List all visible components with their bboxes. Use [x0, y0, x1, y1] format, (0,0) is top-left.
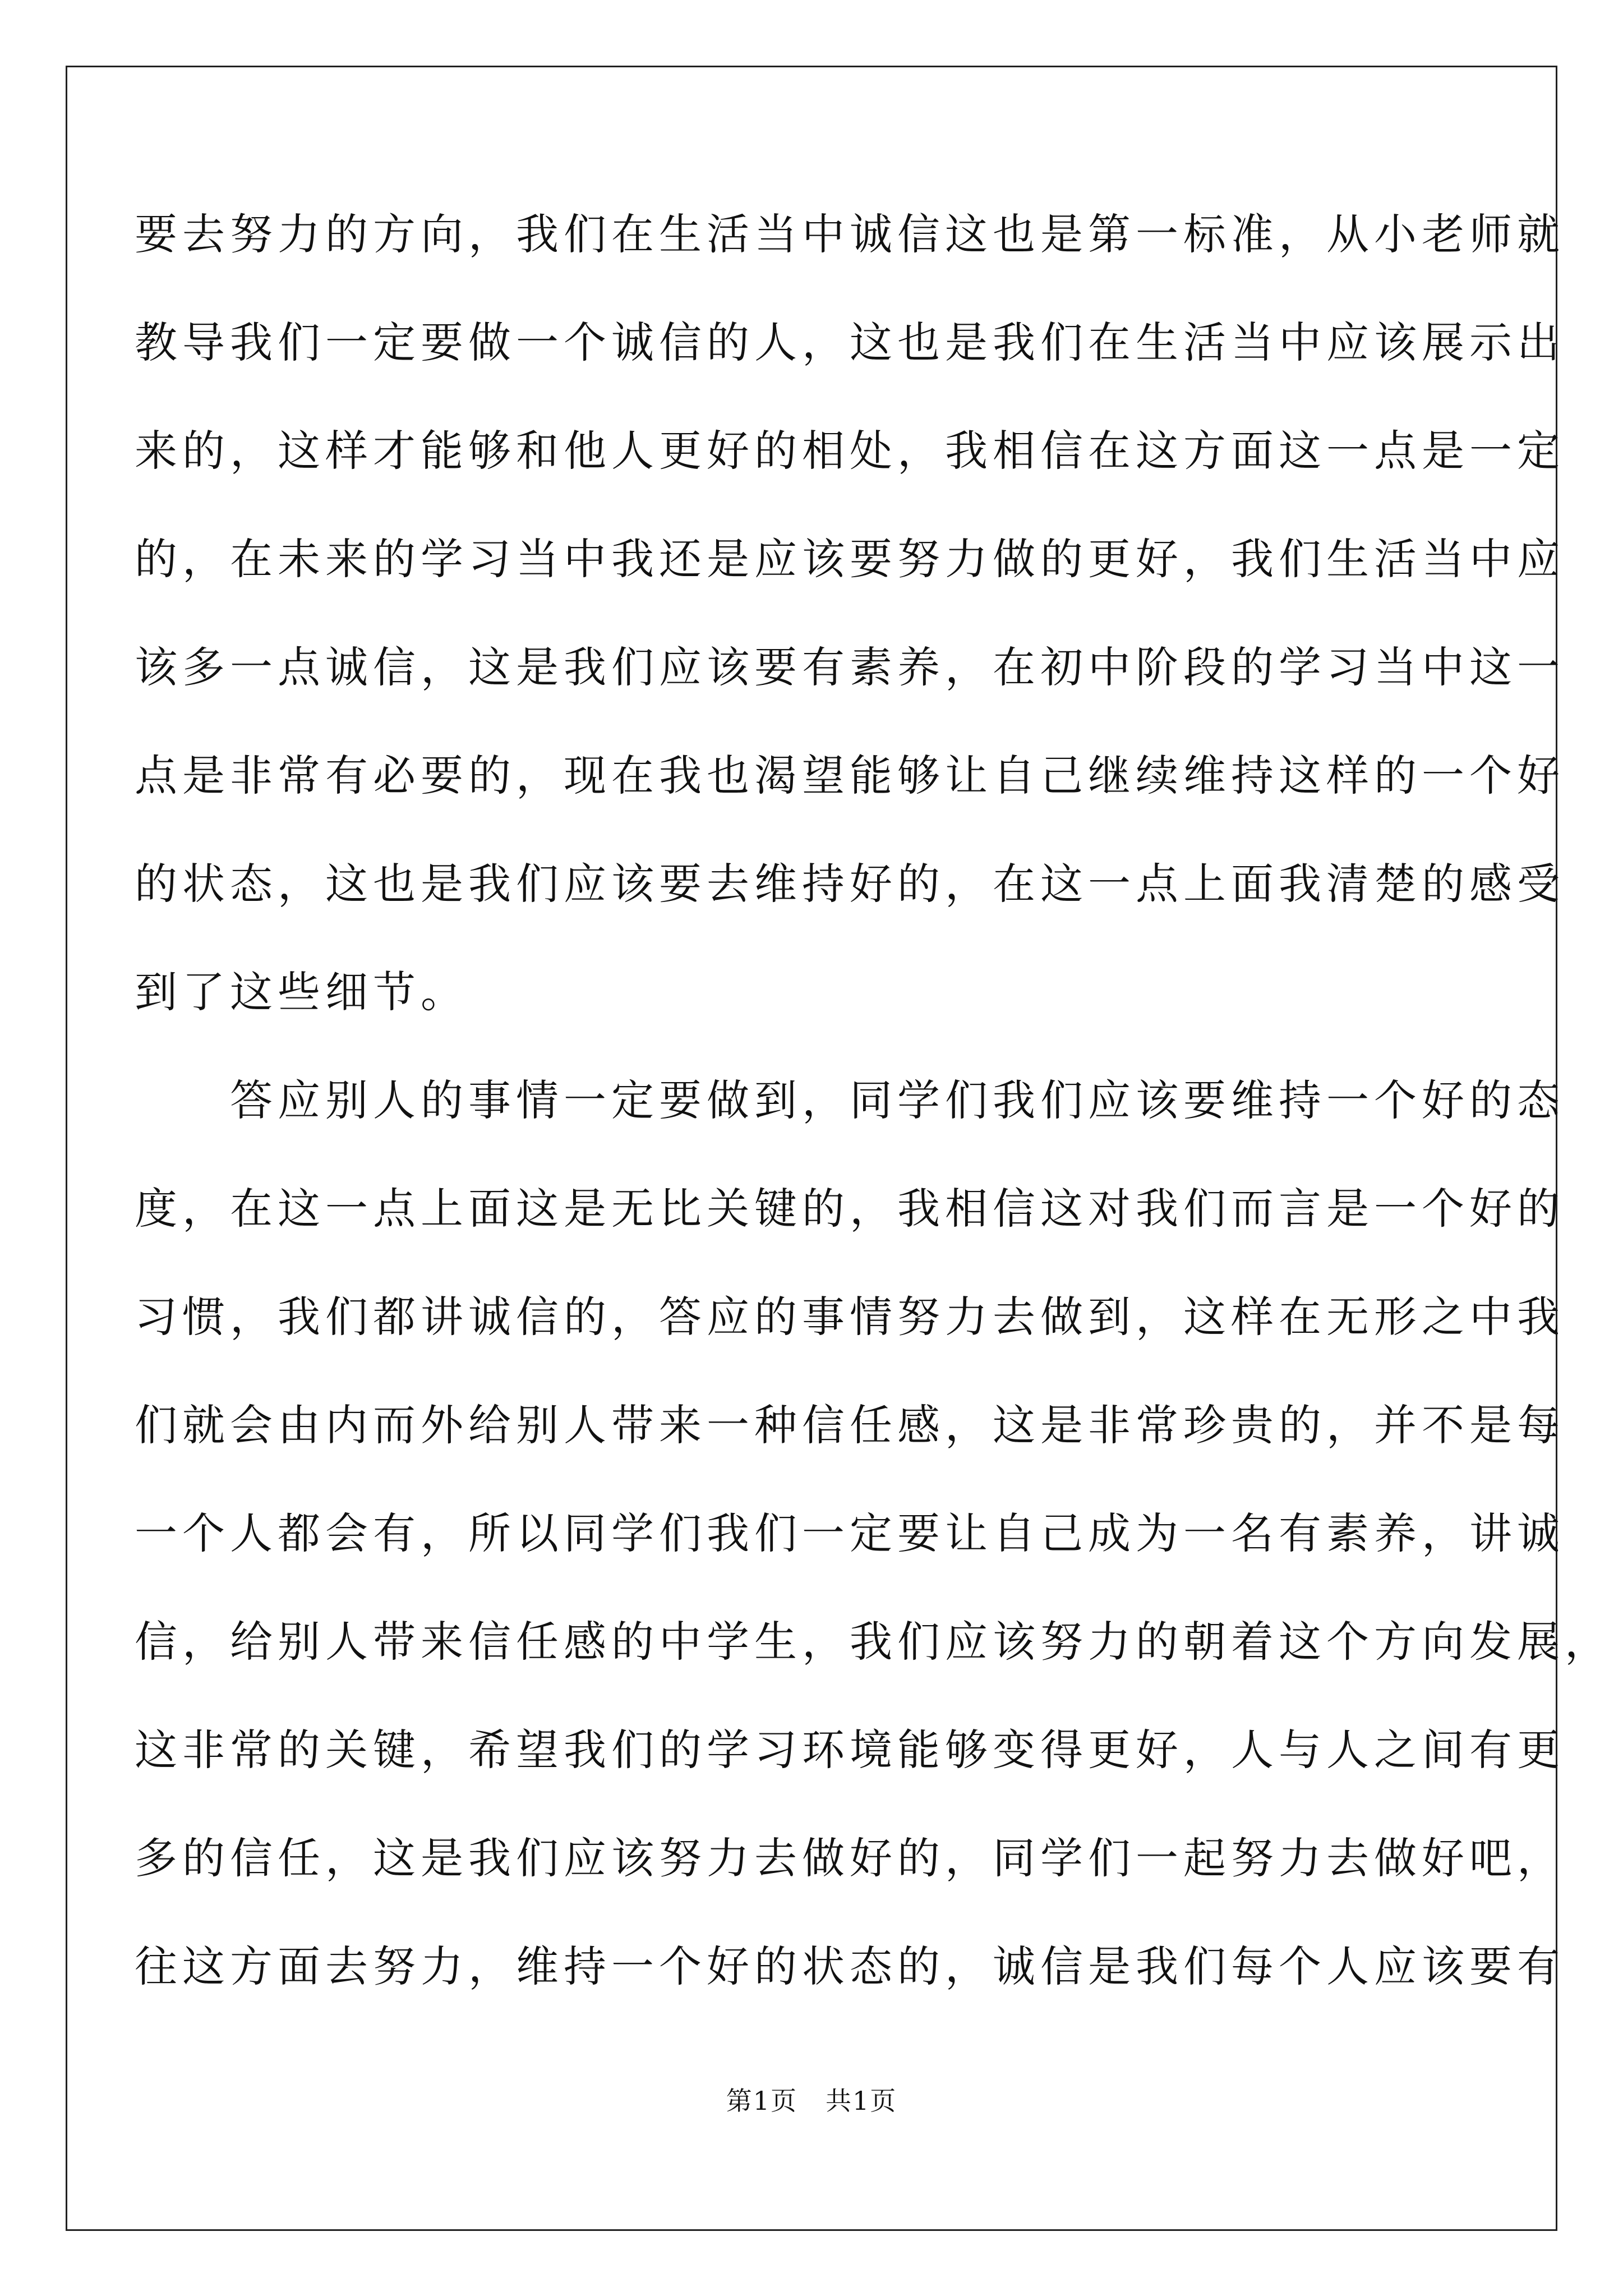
text-line: 该多一点诚信，这是我们应该要有素养，在初中阶段的学习当中这一	[135, 642, 1565, 692]
text-line: 要去努力的方向，我们在生活当中诚信这也是第一标准，从小老师就	[135, 209, 1565, 259]
text-line: 们就会由内而外给别人带来一种信任感，这是非常珍贵的，并不是每	[135, 1400, 1565, 1450]
page-number: 第1页	[726, 2086, 797, 2116]
page-footer	[0, 2084, 1623, 2118]
text-line: 来的，这样才能够和他人更好的相处，我相信在这方面这一点是一定	[135, 426, 1565, 476]
text-line: 多的信任，这是我们应该努力去做好的，同学们一起努力去做好吧，	[135, 1833, 1565, 1883]
text-line: 的，在未来的学习当中我还是应该要努力做的更好，我们生活当中应	[135, 534, 1565, 584]
text-line: 的状态，这也是我们应该要去维持好的，在这一点上面我清楚的感受	[135, 859, 1565, 909]
text-line: 度，在这一点上面这是无比关键的，我相信这对我们而言是一个好的	[135, 1184, 1565, 1234]
text-line: 一个人都会有，所以同学们我们一定要让自己成为一名有素养，讲诚	[135, 1508, 1565, 1558]
page-total: 共1页	[826, 2086, 897, 2116]
text-line: 教导我们一定要做一个诚信的人，这也是我们在生活当中应该展示出	[135, 318, 1565, 367]
text-line: 往这方面去努力，维持一个好的状态的，诚信是我们每个人应该要有	[135, 1941, 1565, 1991]
text-line: 这非常的关键，希望我们的学习环境能够变得更好，人与人之间有更	[135, 1725, 1565, 1775]
text-line: 习惯，我们都讲诚信的，答应的事情努力去做到，这样在无形之中我	[135, 1292, 1565, 1342]
page-border	[66, 66, 1557, 2231]
paragraph-start-line: 答应别人的事情一定要做到，同学们我们应该要维持一个好的态	[135, 1075, 1565, 1125]
text-line: 到了这些细节。	[135, 967, 468, 1017]
text-line: 点是非常有必要的，现在我也渴望能够让自己继续维持这样的一个好	[135, 751, 1565, 800]
text-line: 信，给别人带来信任感的中学生，我们应该努力的朝着这个方向发展，	[135, 1617, 1612, 1667]
